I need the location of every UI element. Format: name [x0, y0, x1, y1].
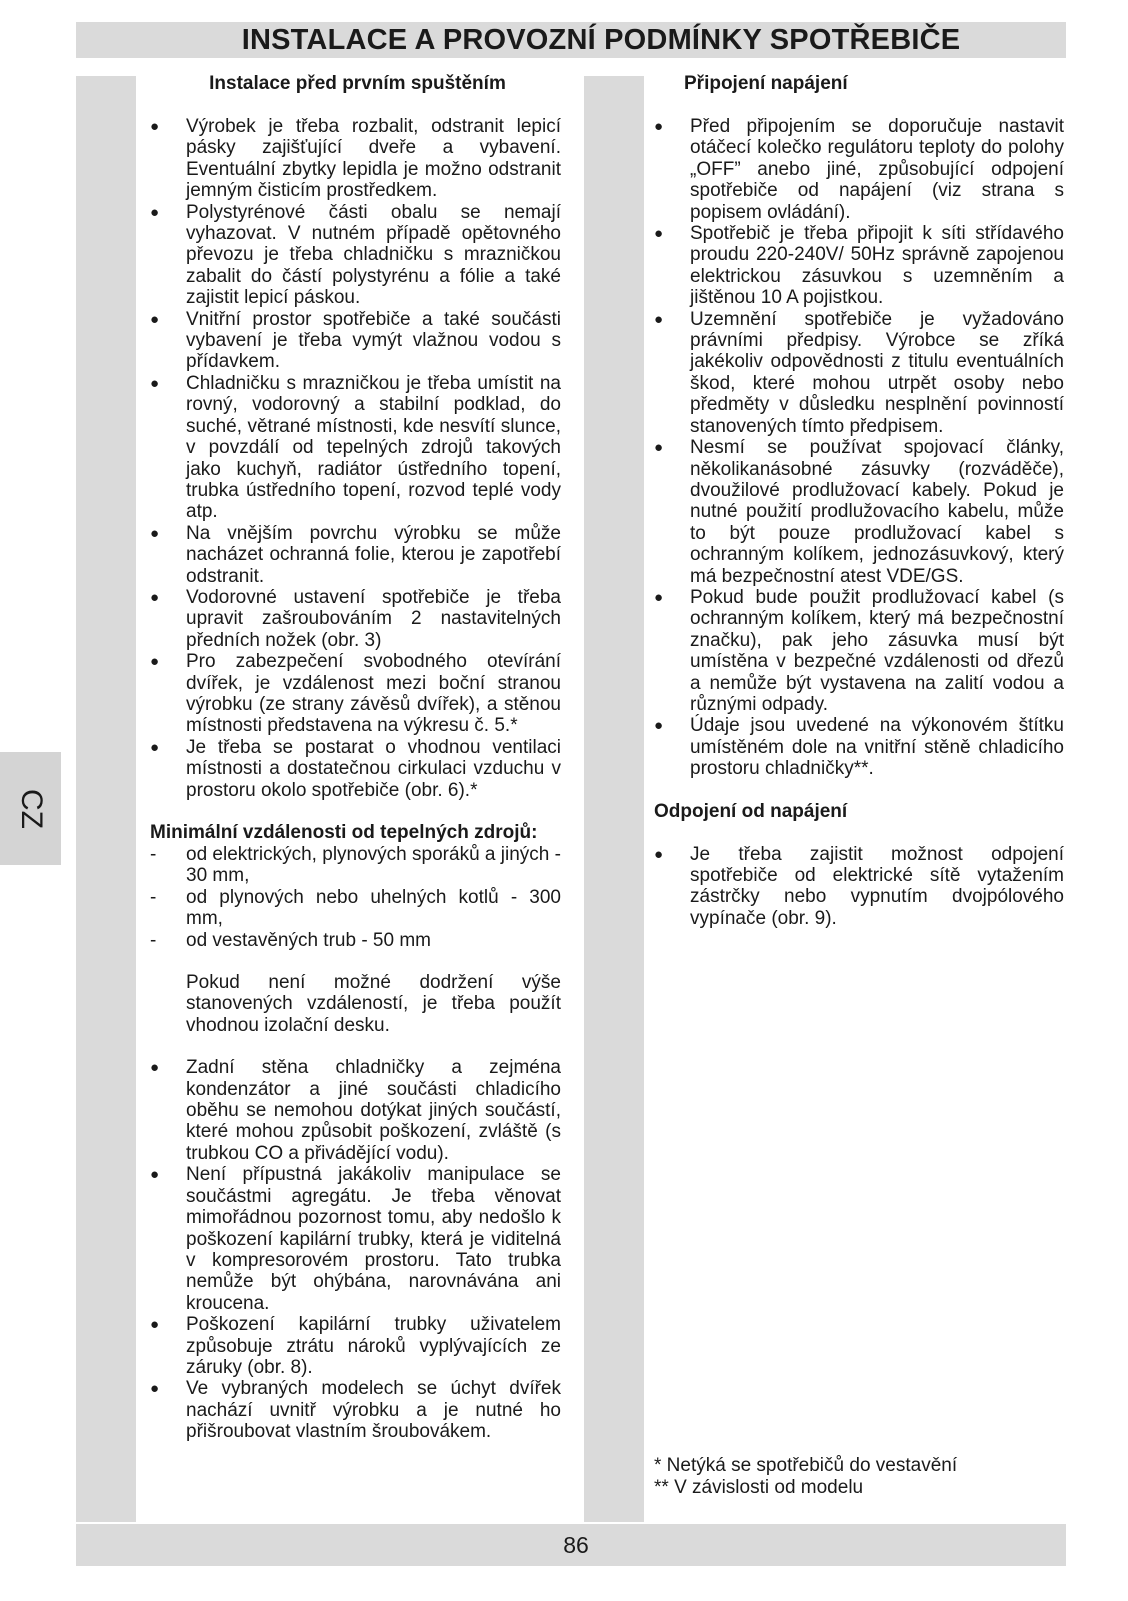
header-bar [76, 22, 1066, 58]
list-item: - od elektrických, plynových sporáků a jiných - 30 mm, [150, 844, 561, 887]
section-heading-disconnect: Odpojení od napájení [654, 800, 848, 822]
right-column [654, 73, 1064, 929]
disconnect-list [654, 844, 1064, 930]
list-item: ● Spotřebič je třeba připojit k síti střídavého proudu 220-240V/ 50Hz správně zapojenou elektrickou zásuvkou s uzemněním a jištěnou 10 A pojistkou. [654, 223, 1064, 309]
list-item: ● Pro zabezpečení svobodného otevírání dvířek, je vzdálenost mezi boční stranou výrobku (ze strany závěsů dvířek), a stěnou místnosti představena na výkresu č. 5.* [150, 651, 561, 737]
list-item: ● Nesmí se používat spojovací články, několikanásobné zásuvky (rozváděče), dvoužilové prodlužovací kabely. Pokud je nutné použití prodlužovacího kabelu, může to být pouze prodlužovací kabel s ochranným kolíkem, jednozásuvkový, který má bezpečnostní atest VDE/GS. [654, 437, 1064, 587]
footnotes [654, 1455, 1064, 1499]
list-item: ● Zadní stěna chladničky a zejména kondenzátor a jiné součásti chladicího oběhu se nemohou dotýkat jiných součástí, které mohou způsobit poškození, zvláště (s trubkou CO a přivádějící vodu). [150, 1057, 561, 1164]
list-item: ● Pokud bude použit prodlužovací kabel (s ochranným kolíkem, který má bezpečnostní značku), pak jeho zásuvka musí být umístěna v bezpečné vzdálenosti od dřezů a nemůže být vystavena na zalití vodou a různými odpady. [654, 587, 1064, 715]
page-title: INSTALACE A PROVOZNÍ PODMÍNKY SPOTŘEBIČE [241, 23, 961, 56]
power-connection-list [654, 116, 1064, 780]
middle-gutter [584, 76, 644, 1522]
list-item: ● Na vnějším povrchu výrobku se může nacházet ochranná folie, kterou je zapotřebí odstranit. [150, 523, 561, 587]
list-item: ● Výrobek je třeba rozbalit, odstranit lepicí pásky zajišťující dveře a vybavení. Eventuální zbytky lepidla je možno odstranit jemným čisticím prostředkem. [150, 116, 561, 202]
footnote: ** V závislosti od modelu [654, 1477, 864, 1498]
list-item: - od vestavěných trub - 50 mm [150, 930, 561, 951]
list-item: ● Vnitřní prostor spotřebiče a také součásti vybavení je třeba vymýt vlažnou vodou s přídavkem. [150, 309, 561, 373]
list-item: ● Poškození kapilární trubky uživatelem způsobuje ztrátu nároků vyplývajících ze záruky (obr. 8). [150, 1314, 561, 1378]
installation-list-2 [150, 1057, 561, 1442]
left-column [150, 73, 561, 1443]
list-item: ● Polystyrénové části obalu se nemají vyhazovat. V nutném případě opětovného převozu je třeba chladničku s mrazničkou zabalit do částí polystyrénu a fólie a také zajistit lepicí páskou. [150, 202, 561, 309]
page-number: 86 [563, 1531, 589, 1558]
footer-bar [76, 1524, 1066, 1566]
list-item: ● Před připojením se doporučuje nastavit otáčecí kolečko regulátoru teploty do polohy „OFF” anebo jiné, způsobující odpojení spotřebiče od napájení (viz strana s popisem ovládání). [654, 116, 1064, 223]
list-item: ● Údaje jsou uvedené na výkonovém štítku umístěném dole na vnitřní stěně chladicího prostoru chladničky**. [654, 715, 1064, 779]
left-gutter [76, 76, 136, 1522]
section-heading-installation: Instalace před prvním spuštěním [209, 73, 506, 94]
list-item: ● Chladničku s mrazničkou je třeba umístit na rovný, vodorovný a stabilní podklad, do suché, větrané místnosti, kde nesvítí slunce, v povzdálí od tepelných zdrojů takových jako kuchyň, radiátor ústředního topení, trubka ústředního topení, rozvod teplé vody atp. [150, 373, 561, 523]
language-label: CZ [14, 788, 48, 829]
list-item: ● Uzemnění spotřebiče je vyžadováno právními předpisy. Výrobce se zříká jakékoliv odpovědnosti z titulu eventuálních škod, které mohou utrpět osoby nebo předměty v důsledku nesplnění povinností stanovených tímto předpisem. [654, 309, 1064, 437]
section-heading-power-connection: Připojení napájení [684, 73, 848, 94]
list-item: ● Vodorovné ustavení spotřebiče je třeba upravit zašroubováním 2 nastavitelných předních nožek (obr. 3) [150, 587, 561, 651]
min-distance-list [150, 844, 561, 951]
section-heading-min-distances: Minimální vzdálenosti od tepelných zdrojů: [150, 822, 538, 843]
list-item: ● Je třeba se postarat o vhodnou ventilaci místnosti a dostatečnou cirkulaci vzduchu v prostoru okolo spotřebiče (obr. 6).* [150, 737, 561, 801]
list-item: - od plynových nebo uhelných kotlů - 300 mm, [150, 887, 561, 930]
installation-list [150, 116, 561, 801]
list-item: ● Je třeba zajistit možnost odpojení spotřebiče od elektrické sítě vytažením zástrčky nebo vypnutím dvojpólového vypínače (obr. 9). [654, 844, 1064, 930]
list-item: ● Není přípustná jakákoliv manipulace se součástmi agregátu. Je třeba věnovat mimořádnou pozornost tomu, aby nedošlo k poškození kapilární trubky, která je viditelná v kompresorovém prostoru. Tato trubka nemůže být ohýbána, narovnávána ani kroucena. [150, 1164, 561, 1314]
min-distance-note: Pokud není možné dodržení výše stanovených vzdáleností, je třeba použít vhodnou izolační desku. [186, 972, 561, 1036]
footnote: * Netýká se spotřebičů do vestavění [654, 1455, 958, 1476]
language-tab [0, 752, 61, 865]
list-item: ● Ve vybraných modelech se úchyt dvířek nachází uvnitř výrobku a je nutné ho přišroubovat vlastním šroubovákem. [150, 1378, 561, 1442]
